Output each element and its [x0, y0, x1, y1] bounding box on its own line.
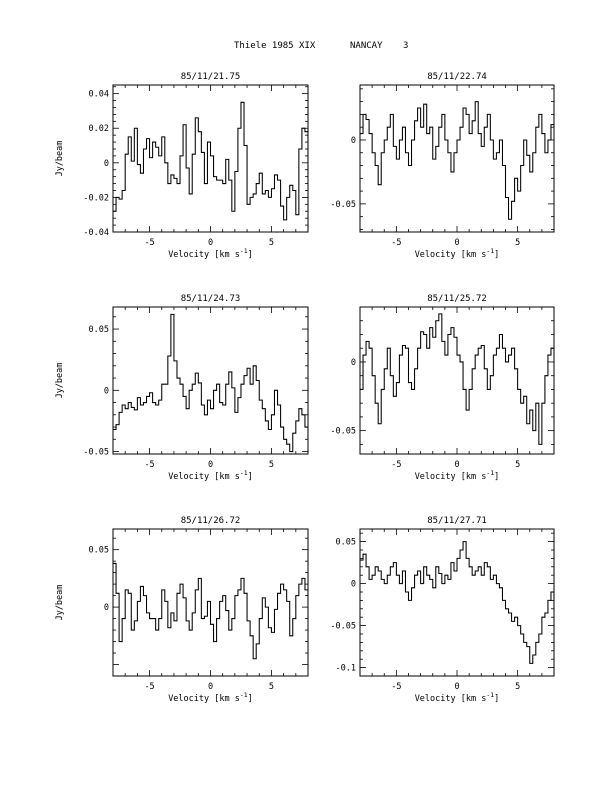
plot-frame-2: [360, 85, 554, 232]
spectrum-line-6: [360, 542, 612, 664]
x-tick-label: 5: [268, 682, 274, 692]
panel-title: 85/11/22.74: [427, 72, 487, 82]
x-tick-label: 5: [268, 238, 274, 248]
panel-title: 85/11/25.72: [427, 294, 487, 304]
x-tick-label: 0: [454, 682, 460, 692]
spectrum-line-1: [113, 94, 506, 232]
y-tick-label: -0.05: [83, 447, 109, 458]
x-tick-label: 0: [454, 460, 460, 470]
x-tick-label: 0: [454, 238, 460, 248]
x-axis-label: Velocity [km $s^{-1}$]: [414, 247, 500, 260]
page-title: [234, 41, 408, 51]
panel-6: [330, 516, 612, 704]
panel-title: 85/11/24.73: [180, 294, 241, 304]
page-title-site: NANCAY: [350, 41, 383, 51]
y-tick-label: -0.1: [335, 663, 356, 674]
page-title-main: Thiele 1985 XIX: [234, 41, 316, 51]
x-tick-label: 5: [515, 682, 521, 692]
y-tick-label: 0: [350, 135, 356, 146]
x-tick-label: 0: [207, 682, 214, 692]
y-tick-label: 0.02: [88, 124, 109, 135]
x-tick-label: -5: [391, 238, 402, 248]
panel-title: 85/11/21.75: [180, 72, 241, 82]
plot-frame-4: [360, 307, 554, 454]
y-tick-label: 0: [103, 158, 109, 169]
panel-title: 85/11/26.72: [180, 516, 241, 526]
plot-frame-6: [360, 529, 554, 676]
y-tick-label: -0.05: [330, 199, 356, 210]
panel-grid: [55, 72, 612, 704]
panel-title: 85/11/27.71: [427, 516, 487, 526]
x-tick-label: -5: [144, 682, 155, 692]
x-tick-label: 5: [515, 460, 521, 470]
x-tick-label: -5: [144, 460, 155, 470]
x-axis-label: Velocity [km $s^{-1}$]: [168, 247, 253, 260]
x-tick-label: 5: [515, 238, 521, 248]
x-tick-label: -5: [391, 460, 402, 470]
y-tick-label: 0.05: [335, 537, 356, 548]
y-tick-label: -0.04: [83, 228, 109, 238]
x-axis-label: Velocity [km $s^{-1}$]: [414, 469, 500, 482]
x-tick-label: 0: [207, 460, 214, 470]
x-axis-label: Velocity [km $s^{-1}$]: [168, 469, 253, 482]
x-tick-label: 0: [207, 238, 214, 248]
spectrum-line-4: [360, 314, 612, 445]
y-tick-label: 0: [350, 579, 356, 590]
x-tick-label: 5: [268, 460, 274, 470]
plot-frame-3: [113, 307, 308, 454]
x-tick-label: -5: [391, 682, 402, 692]
x-axis-label: Velocity [km $s^{-1}$]: [414, 691, 500, 704]
spectrum-line-2: [360, 102, 612, 220]
panel-2: [330, 72, 612, 260]
y-axis-label: Jy/beam: [55, 140, 65, 177]
y-axis-label: Jy/beam: [55, 362, 65, 399]
y-tick-label: 0: [103, 603, 109, 614]
y-tick-label: 0.05: [88, 545, 109, 556]
spectrum-line-5: [113, 563, 506, 658]
page-title-number: 3: [403, 41, 409, 51]
x-tick-label: -5: [144, 238, 155, 248]
y-tick-label: -0.02: [83, 193, 109, 204]
y-tick-label: -0.05: [330, 621, 356, 632]
panel-4: [330, 294, 612, 482]
spectrum-line-3: [113, 314, 506, 451]
y-tick-label: 0: [350, 357, 356, 368]
y-tick-label: 0: [103, 386, 109, 397]
y-axis-label: Jy/beam: [55, 584, 65, 621]
plot-frame-1: [113, 85, 308, 232]
y-tick-label: -0.05: [330, 426, 356, 437]
y-tick-label: 0.04: [88, 89, 109, 100]
y-tick-label: 0.05: [88, 325, 109, 336]
x-axis-label: Velocity [km $s^{-1}$]: [168, 691, 253, 704]
